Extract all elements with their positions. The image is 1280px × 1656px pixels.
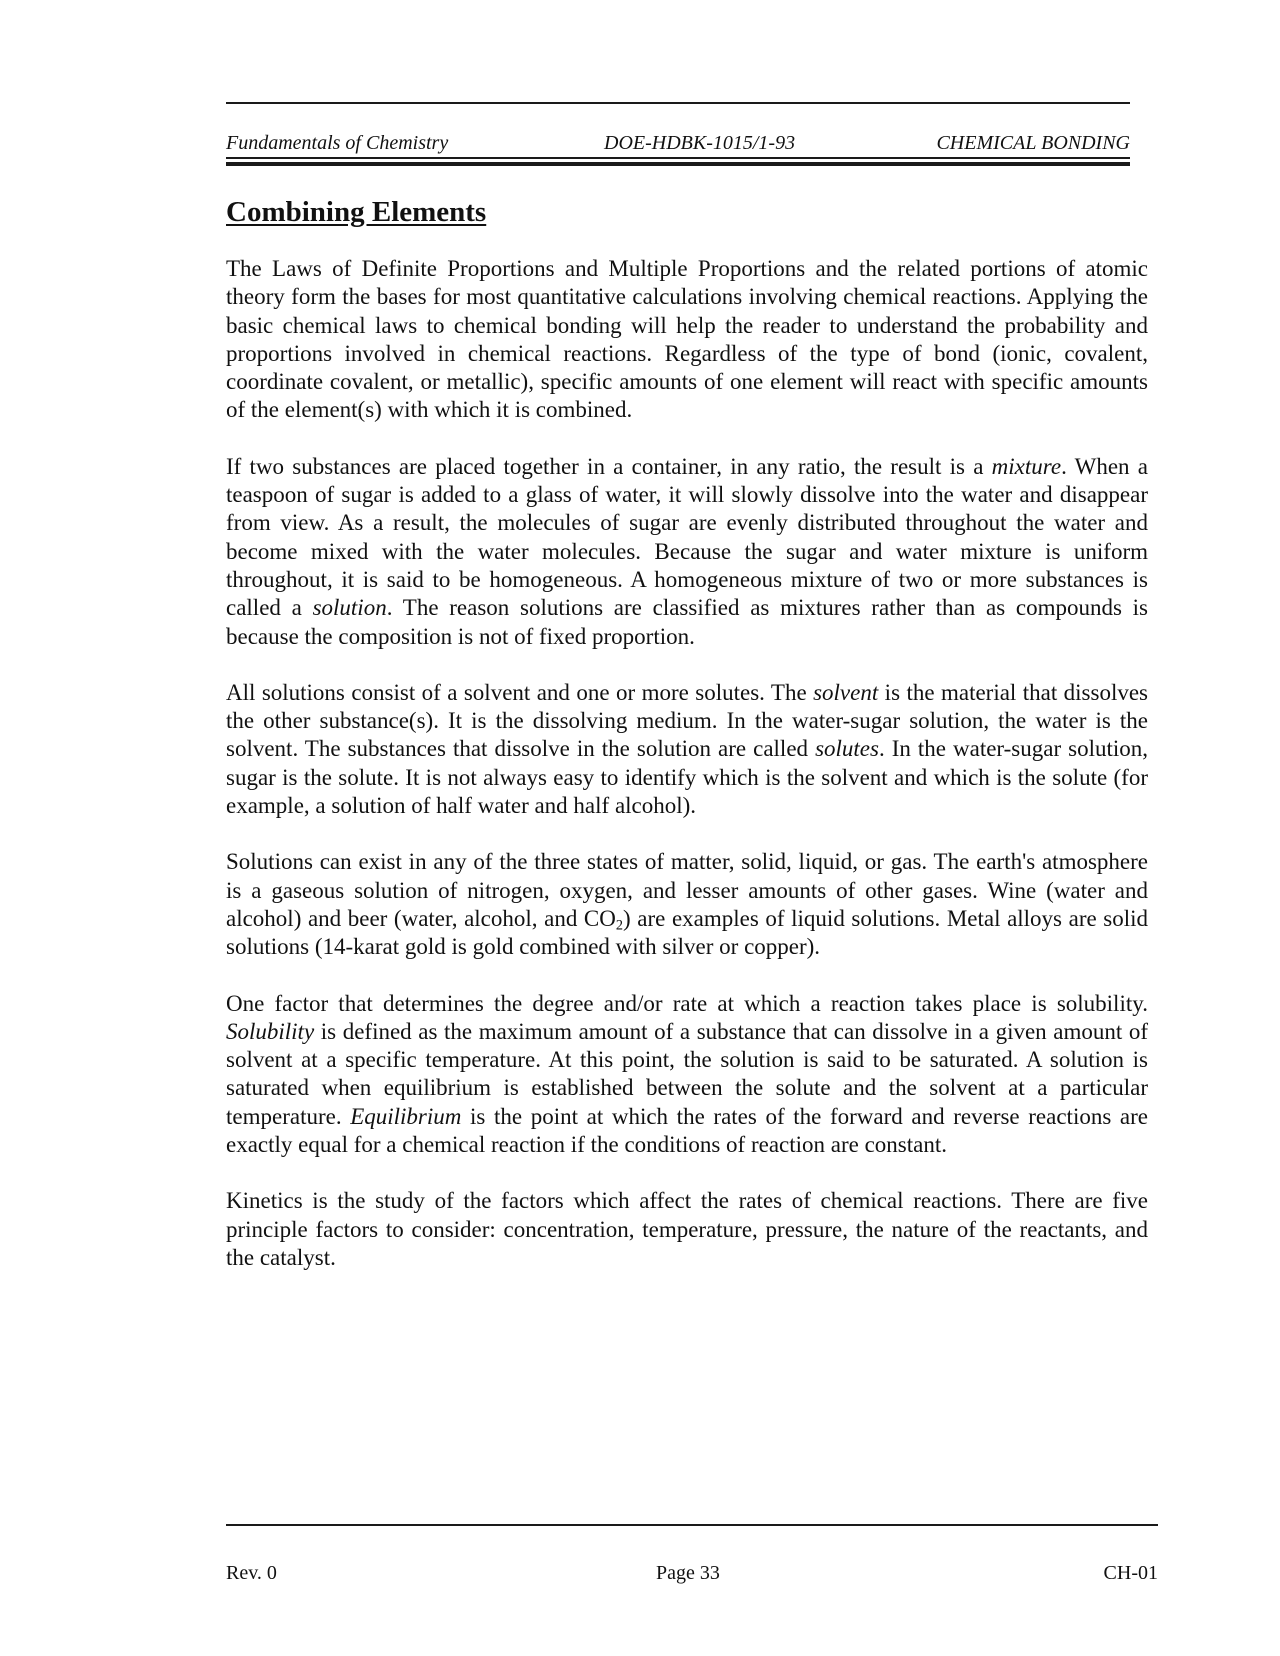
paragraph-1: The Laws of Definite Proportions and Multiple Proportions and the related portions of atomic theory form the bases for most quantitative calculations involving chemical reactions. Applying the basic chemical laws to chemical bonding will help the reader to understand the probability and proportions involved in chemical reactions. Regardless of the type of bond (ionic, covalent, coordinate covalent, or metallic), specific amounts of one element will react with specific amounts of the element(s) with which it is combined. xyxy=(226,256,1148,423)
footer-module-code: CH-01 xyxy=(1103,1562,1158,1584)
paragraph-6: Kinetics is the study of the factors which affect the rates of chemical reactions. There are five principle factors to consider: concentration, temperature, pressure, the nature of the reactants, and the catalyst. xyxy=(226,1188,1148,1270)
paragraph-3 xyxy=(226,679,1148,820)
header-bottom-rule xyxy=(226,157,1130,159)
term-solutes: solutes xyxy=(815,736,879,762)
header-chapter-name: CHEMICAL BONDING xyxy=(936,132,1130,154)
running-header xyxy=(226,131,1130,155)
text-run: ) are examples of liquid solutions. Metal alloys are solid solutions (14-karat gold is gold combined with silver or copper). xyxy=(226,905,1149,960)
footer-revision: Rev. 0 xyxy=(226,1562,277,1584)
text-run: is defined as the maximum amount of a substance that can dissolve in a given amount of solvent at a specific temperature. At this point, the solution is said to be saturated. A solution is saturated when equilibrium is established between the solute and the solvent at a particular temperature. xyxy=(226,1018,1148,1129)
term-solvent: solvent xyxy=(813,679,879,705)
footer-rule xyxy=(226,1524,1158,1526)
text-run: . The reason solutions are classified as mixtures rather than as compounds is because the composition is not of fixed proportion. xyxy=(226,595,1148,649)
footer-page-number: Page 33 xyxy=(656,1562,720,1584)
paragraph-2 xyxy=(226,453,1148,651)
text-run: Solutions can exist in any of the three states of matter, solid, liquid, or gas. The earth's atmosphere is a gaseous solution of nitrogen, oxygen, and lesser amounts of other gases. Wine (water and alcohol) and beer (water, alcohol, and CO xyxy=(226,849,1148,931)
term-mixture: mixture xyxy=(991,453,1062,479)
text-run: . In the water-sugar solution, sugar is the solute. It is not always easy to identify which is the solvent and which is the solute (for example, a solution of half water and half alcohol). xyxy=(226,736,1148,819)
term-solubility: Solubility xyxy=(226,1018,315,1044)
text-run: is the material that dissolves the other substance(s). It is the dissolving medium. In the water-sugar solution, the water is the solvent. The substances that dissolve in the solution are called xyxy=(226,679,1148,762)
paragraph-5 xyxy=(226,990,1148,1160)
text-run: . When a teaspoon of sugar is added to a glass of water, it will slowly dissolve into the water and disappear from view. As a result, the molecules of sugar are evenly distributed throughout the water and become mixed with the water molecules. Because the sugar and water mixture is uniform throughout, it is said to be homogeneous. A homogeneous mixture of two or more substances is called a xyxy=(226,453,1148,621)
header-document-title: Fundamentals of Chemistry xyxy=(226,132,449,154)
subscript-2: 2 xyxy=(615,917,624,934)
term-solution: solution xyxy=(312,595,387,621)
text-run: All solutions consist of a solvent and one or more solutes. The xyxy=(226,679,814,705)
paragraph-4 xyxy=(226,848,1148,961)
term-equilibrium: Equilibrium xyxy=(350,1103,462,1129)
text-run: If two substances are placed together in a container, in any ratio, the result is a xyxy=(226,453,992,479)
section-title: Combining Elements xyxy=(226,196,487,228)
header-top-rule xyxy=(226,102,1130,104)
header-document-number: DOE-HDBK-1015/1-93 xyxy=(604,132,796,154)
text-run: is the point at which the rates of the forward and reverse reactions are exactly equal for a chemical reaction if the conditions of reaction are constant. xyxy=(226,1103,1148,1158)
running-footer xyxy=(226,1561,1158,1585)
body-text xyxy=(226,255,1148,1300)
header-bottom-rule-thick xyxy=(226,162,1130,166)
text-run: One factor that determines the degree and/or rate at which a reaction takes place is solubility. xyxy=(226,990,1148,1016)
